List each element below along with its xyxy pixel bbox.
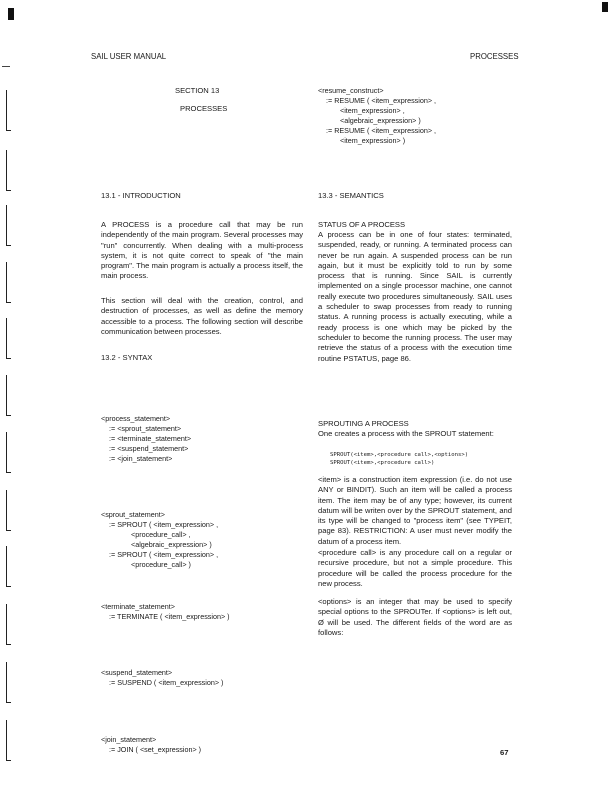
grammar-line: <sprout_statement> — [101, 510, 165, 519]
scan-tick-mark — [2, 66, 10, 70]
grammar-line: := <sprout_statement> — [109, 424, 182, 433]
page-number: 67 — [500, 748, 509, 757]
code-line: SPROUT(<item>,<procedure call>,<options>) — [330, 452, 469, 458]
running-header-right: PROCESSES — [470, 52, 519, 61]
status-paragraph: A process can be in one of four states: terminated, suspended, ready, or running. A terminated process can never be run again. A suspended process can be run again, but it must be explicitly told to run by some process that is running. Since SAIL is currently implemented on a single processor machine, one cannot really execute two procedures simultaneously. SAIL uses a scheduler to swap processes from ready to running status. A running process is actually executing, while a ready process is one which may be picked by the scheduler to become the running process. The user may retrieve the status of a process with the execution time routine PSTATUS, page 86. — [318, 230, 512, 363]
grammar-line: <algebraic_expression> ) — [131, 540, 212, 549]
intro-heading: 13.1 - INTRODUCTION — [101, 191, 181, 200]
grammar-line: := <terminate_statement> — [109, 434, 192, 443]
grammar-line: := SPROUT ( <item_expression> , — [109, 520, 219, 529]
sprouting-heading: SPROUTING A PROCESS — [318, 419, 409, 428]
grammar-line: := RESUME ( <item_expression> , — [326, 126, 437, 135]
binding-mark — [6, 318, 11, 359]
join-statement-grammar — [101, 735, 201, 755]
options-paragraph: <options> is an integer that may be used to specify special options to the SPROUTer. If <options> is left out, Ø will be used. The different fields of the word are as follows: — [318, 597, 512, 637]
grammar-line: <terminate_statement> — [101, 602, 175, 611]
grammar-line: <item_expression> ) — [340, 136, 406, 145]
grammar-line: := JOIN ( <set_expression> ) — [109, 745, 202, 754]
sprout-code-block — [330, 452, 468, 467]
binding-mark — [6, 90, 11, 131]
binding-mark — [6, 662, 11, 703]
grammar-line: := <join_statement> — [109, 454, 173, 463]
item-paragraph: <item> is a construction item expression (i.e. do not use ANY or BINDIT). Such an item will be called a process item. The item may be of any type; however, its current datum will be writen over by the SPROUT statement, and its type will be changed to "process item" (see TYPEIT, page 83). RESTRICTION: A user must never modify the datum of a process item. — [318, 475, 512, 546]
grammar-line: := RESUME ( <item_expression> , — [326, 96, 437, 105]
section-name: PROCESSES — [180, 104, 228, 113]
status-heading: STATUS OF A PROCESS — [318, 220, 406, 229]
grammar-line: := TERMINATE ( <item_expression> ) — [109, 612, 230, 621]
binding-mark — [6, 205, 11, 246]
grammar-line: <process_statement> — [101, 414, 171, 423]
grammar-line: <item_expression> , — [340, 106, 405, 115]
scan-corner-mark — [8, 8, 14, 20]
grammar-line: <join_statement> — [101, 735, 157, 744]
binding-mark — [6, 720, 11, 761]
code-line: SPROUT(<item>,<procedure call>) — [330, 459, 435, 466]
sprout-statement-grammar — [101, 510, 218, 570]
grammar-line: <suspend_statement> — [101, 668, 173, 677]
binding-mark — [6, 546, 11, 587]
binding-mark — [6, 604, 11, 645]
binding-mark — [6, 375, 11, 416]
intro-paragraph-2: This section will deal with the creation, control, and destruction of processes, as well as define the memory accessible to a process. The following section will describe communication between processes. — [101, 296, 303, 336]
scan-corner-mark-right — [602, 2, 608, 12]
running-header-left: SAIL USER MANUAL — [91, 52, 167, 61]
resume-construct-grammar — [318, 86, 436, 146]
terminate-statement-grammar — [101, 602, 230, 622]
grammar-line: <procedure_call> , — [131, 530, 191, 539]
intro-paragraph-1: A PROCESS is a procedure call that may be run independently of the main program. Several processes may "run" concurrently. When dealing with a multi-process system, it is not quite correct to speak of "the main program". The main program is actually a process itself, the main process. — [101, 220, 303, 281]
binding-mark — [6, 432, 11, 473]
grammar-line: <resume_construct> — [318, 86, 384, 95]
binding-mark — [6, 150, 11, 191]
grammar-line: <procedure_call> ) — [131, 560, 191, 569]
binding-mark — [6, 262, 11, 303]
semantics-heading: 13.3 - SEMANTICS — [318, 191, 384, 200]
grammar-line: <algebraic_expression> ) — [340, 116, 421, 125]
procedure-call-paragraph: <procedure call> is any procedure call on a regular or recursive procedure, but not a simple procedure. This procedure will be called the process procedure for the new process. — [318, 548, 512, 588]
binding-mark — [6, 490, 11, 531]
section-number: SECTION 13 — [175, 86, 220, 95]
suspend-statement-grammar — [101, 668, 223, 688]
sprouting-intro: One creates a process with the SPROUT statement: — [318, 429, 494, 438]
process-statement-grammar — [101, 414, 191, 464]
grammar-line: := SUSPEND ( <item_expression> ) — [109, 678, 224, 687]
syntax-heading: 13.2 - SYNTAX — [101, 353, 153, 362]
grammar-line: := SPROUT ( <item_expression> , — [109, 550, 219, 559]
grammar-line: := <suspend_statement> — [109, 444, 189, 453]
